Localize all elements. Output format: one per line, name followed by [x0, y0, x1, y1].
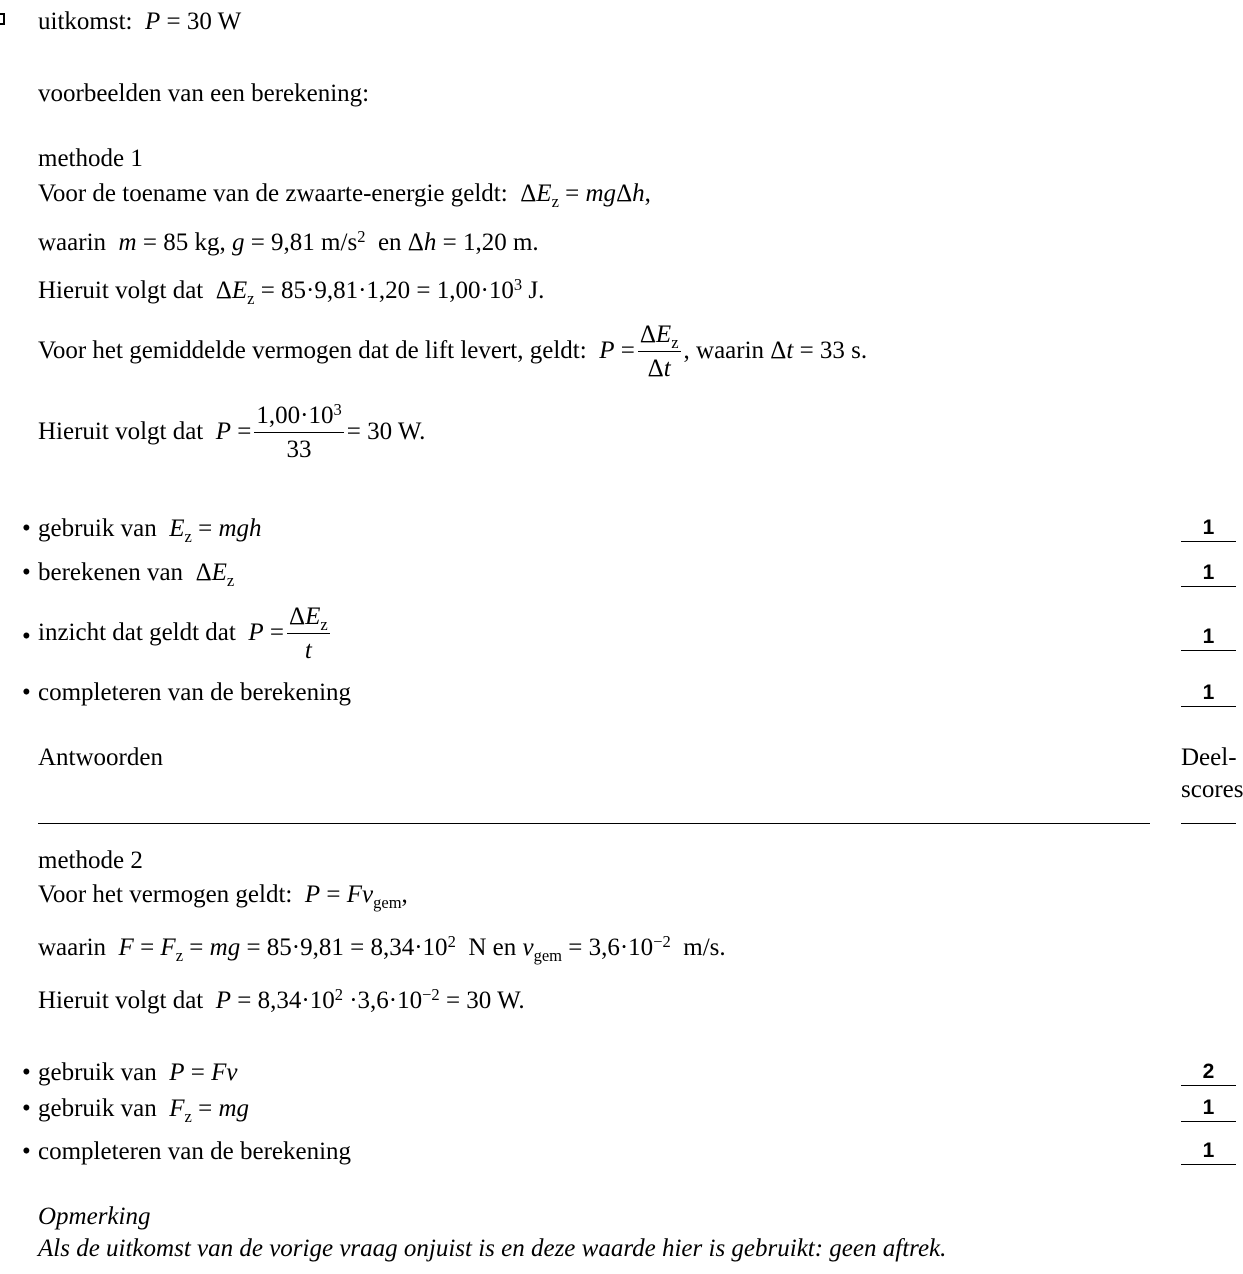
formula-p-ez-t: P = $\frac{\Delta E_z}{t}$: [248, 603, 328, 665]
bullet-text: gebruik van: [38, 1059, 157, 1086]
formula-v-gem: $v_{gem} = 3,6\cdot 10^{-2}$ m/s.: [522, 931, 726, 966]
bullet-icon: •: [22, 623, 31, 650]
method2-line2: [38, 931, 726, 966]
score-value: 1: [1181, 562, 1236, 587]
method1-title: methode 1: [38, 145, 143, 172]
method1-bullet-1: [38, 515, 262, 547]
method1-line5: [38, 399, 426, 464]
formula-values: m = 85 kg, g = 9,81 $m/s^2$: [118, 226, 366, 256]
remark-title: Opmerking: [38, 1203, 151, 1230]
bullet-text: inzicht dat geldt dat: [38, 618, 236, 646]
score-value: 1: [1181, 1097, 1236, 1122]
method1-line1: [38, 180, 651, 212]
formula-fz-mg: $F_z$ = mg: [169, 1095, 249, 1127]
method1-line4-text: Voor het gemiddelde vermogen dat de lift levert, geldt:: [38, 336, 587, 364]
result-value: = 30 W: [166, 8, 242, 35]
score-value: 1: [1181, 1140, 1236, 1165]
header-divider: [38, 823, 1150, 824]
result-variable: P: [144, 8, 161, 35]
method1-bullet-3: [38, 604, 333, 665]
method2-bullet-1: [38, 1060, 237, 1085]
formula-p-fv: P = Fv: [169, 1059, 238, 1086]
bullet-icon: •: [22, 1095, 31, 1122]
formula-delta-h: Δh = 1,20 m.: [407, 229, 539, 256]
scores-heading-line2: scores: [1181, 776, 1243, 803]
method2-line2-text: waarin: [38, 934, 107, 961]
score-value: 1: [1181, 517, 1236, 542]
score-divider: [1181, 823, 1236, 824]
method1-line4-waarin: waarin: [696, 336, 765, 364]
method2-line3-text: Hieruit volgt dat: [38, 987, 204, 1014]
formula-delta-t: Δt = 33 s.: [770, 336, 868, 364]
method1-line2: [38, 226, 539, 256]
method2-title: methode 2: [38, 847, 143, 874]
bullet-icon: •: [22, 679, 31, 706]
method1-line5-text: Hieruit volgt dat: [38, 417, 204, 445]
intro-text: voorbeelden van een berekening:: [38, 80, 370, 107]
remark-text: Als de uitkomst van de vorige vraag onjuist is en deze waarde hier is gebruikt: geen aftrek.: [38, 1235, 947, 1262]
score-value: 1: [1181, 626, 1236, 651]
formula-ez-mgh: $E_z$ = mgh: [169, 515, 262, 547]
method2-line1: [38, 881, 408, 913]
bullet-icon: •: [22, 559, 31, 586]
method1-line1-text: Voor de toename van de zwaarte-energie geldt:: [38, 180, 508, 207]
formula-power-calc: P = $\frac{1,00\cdot 10^3}{33}$ = 30 W.: [215, 399, 426, 464]
answers-heading: Antwoorden: [38, 744, 163, 771]
method2-line1-text: Voor het vermogen geldt:: [38, 881, 293, 908]
score-value: 1: [1181, 682, 1236, 707]
result-label: uitkomst:: [38, 8, 133, 35]
formula-ez-calc: $\Delta E_z = 85\cdot 9,81\cdot 1,20 = 1,00\cdot 10^3$ J.: [215, 274, 545, 309]
bullet-icon: •: [22, 515, 31, 542]
method2-bullet-2: [38, 1095, 249, 1127]
formula-force-calc: $F = F_z$ = mg = $85\cdot 9,81 = 8,34\cdot 10^2$: [118, 931, 456, 966]
method1-line4: [38, 322, 867, 383]
method2-line2-unit-and: N en: [468, 934, 517, 961]
formula-delta-ez: $\Delta E_z = mg\Delta h$,: [520, 180, 651, 212]
bullet-icon: •: [22, 1059, 31, 1086]
method1-line2-text: waarin: [38, 229, 107, 256]
formula-power-def: P = $\frac{\Delta E_z}{\Delta t}$ ,: [599, 321, 697, 383]
bullet-text: gebruik van: [38, 1095, 157, 1122]
formula-p-fv-gem: $P = Fv_{gem}$,: [304, 881, 408, 913]
method1-line3-text: Hieruit volgt dat: [38, 277, 204, 304]
bullet-text: gebruik van: [38, 515, 157, 542]
score-value: 2: [1181, 1061, 1236, 1086]
bullet-text: berekenen van: [38, 559, 184, 586]
method2-line3: [38, 984, 525, 1014]
result-line: [38, 9, 241, 34]
method2-bullet-3: completeren van de berekening: [38, 1138, 352, 1165]
method1-line3: [38, 274, 545, 309]
formula-p-calc-2: $P = 8,34\cdot 10^2 \cdot 3,6\cdot 10^{-2} = 30$ W.: [215, 984, 525, 1014]
method1-bullet-4: completeren van de berekening: [38, 679, 352, 706]
formula-delta-ez-short: $\Delta E_z$: [195, 559, 235, 591]
method1-line2-and: en: [377, 229, 402, 256]
scores-heading-line1: Deel-: [1181, 744, 1237, 771]
bullet-icon: •: [22, 1138, 31, 1165]
checkbox-icon[interactable]: [0, 13, 5, 25]
method1-bullet-2: [38, 559, 235, 591]
